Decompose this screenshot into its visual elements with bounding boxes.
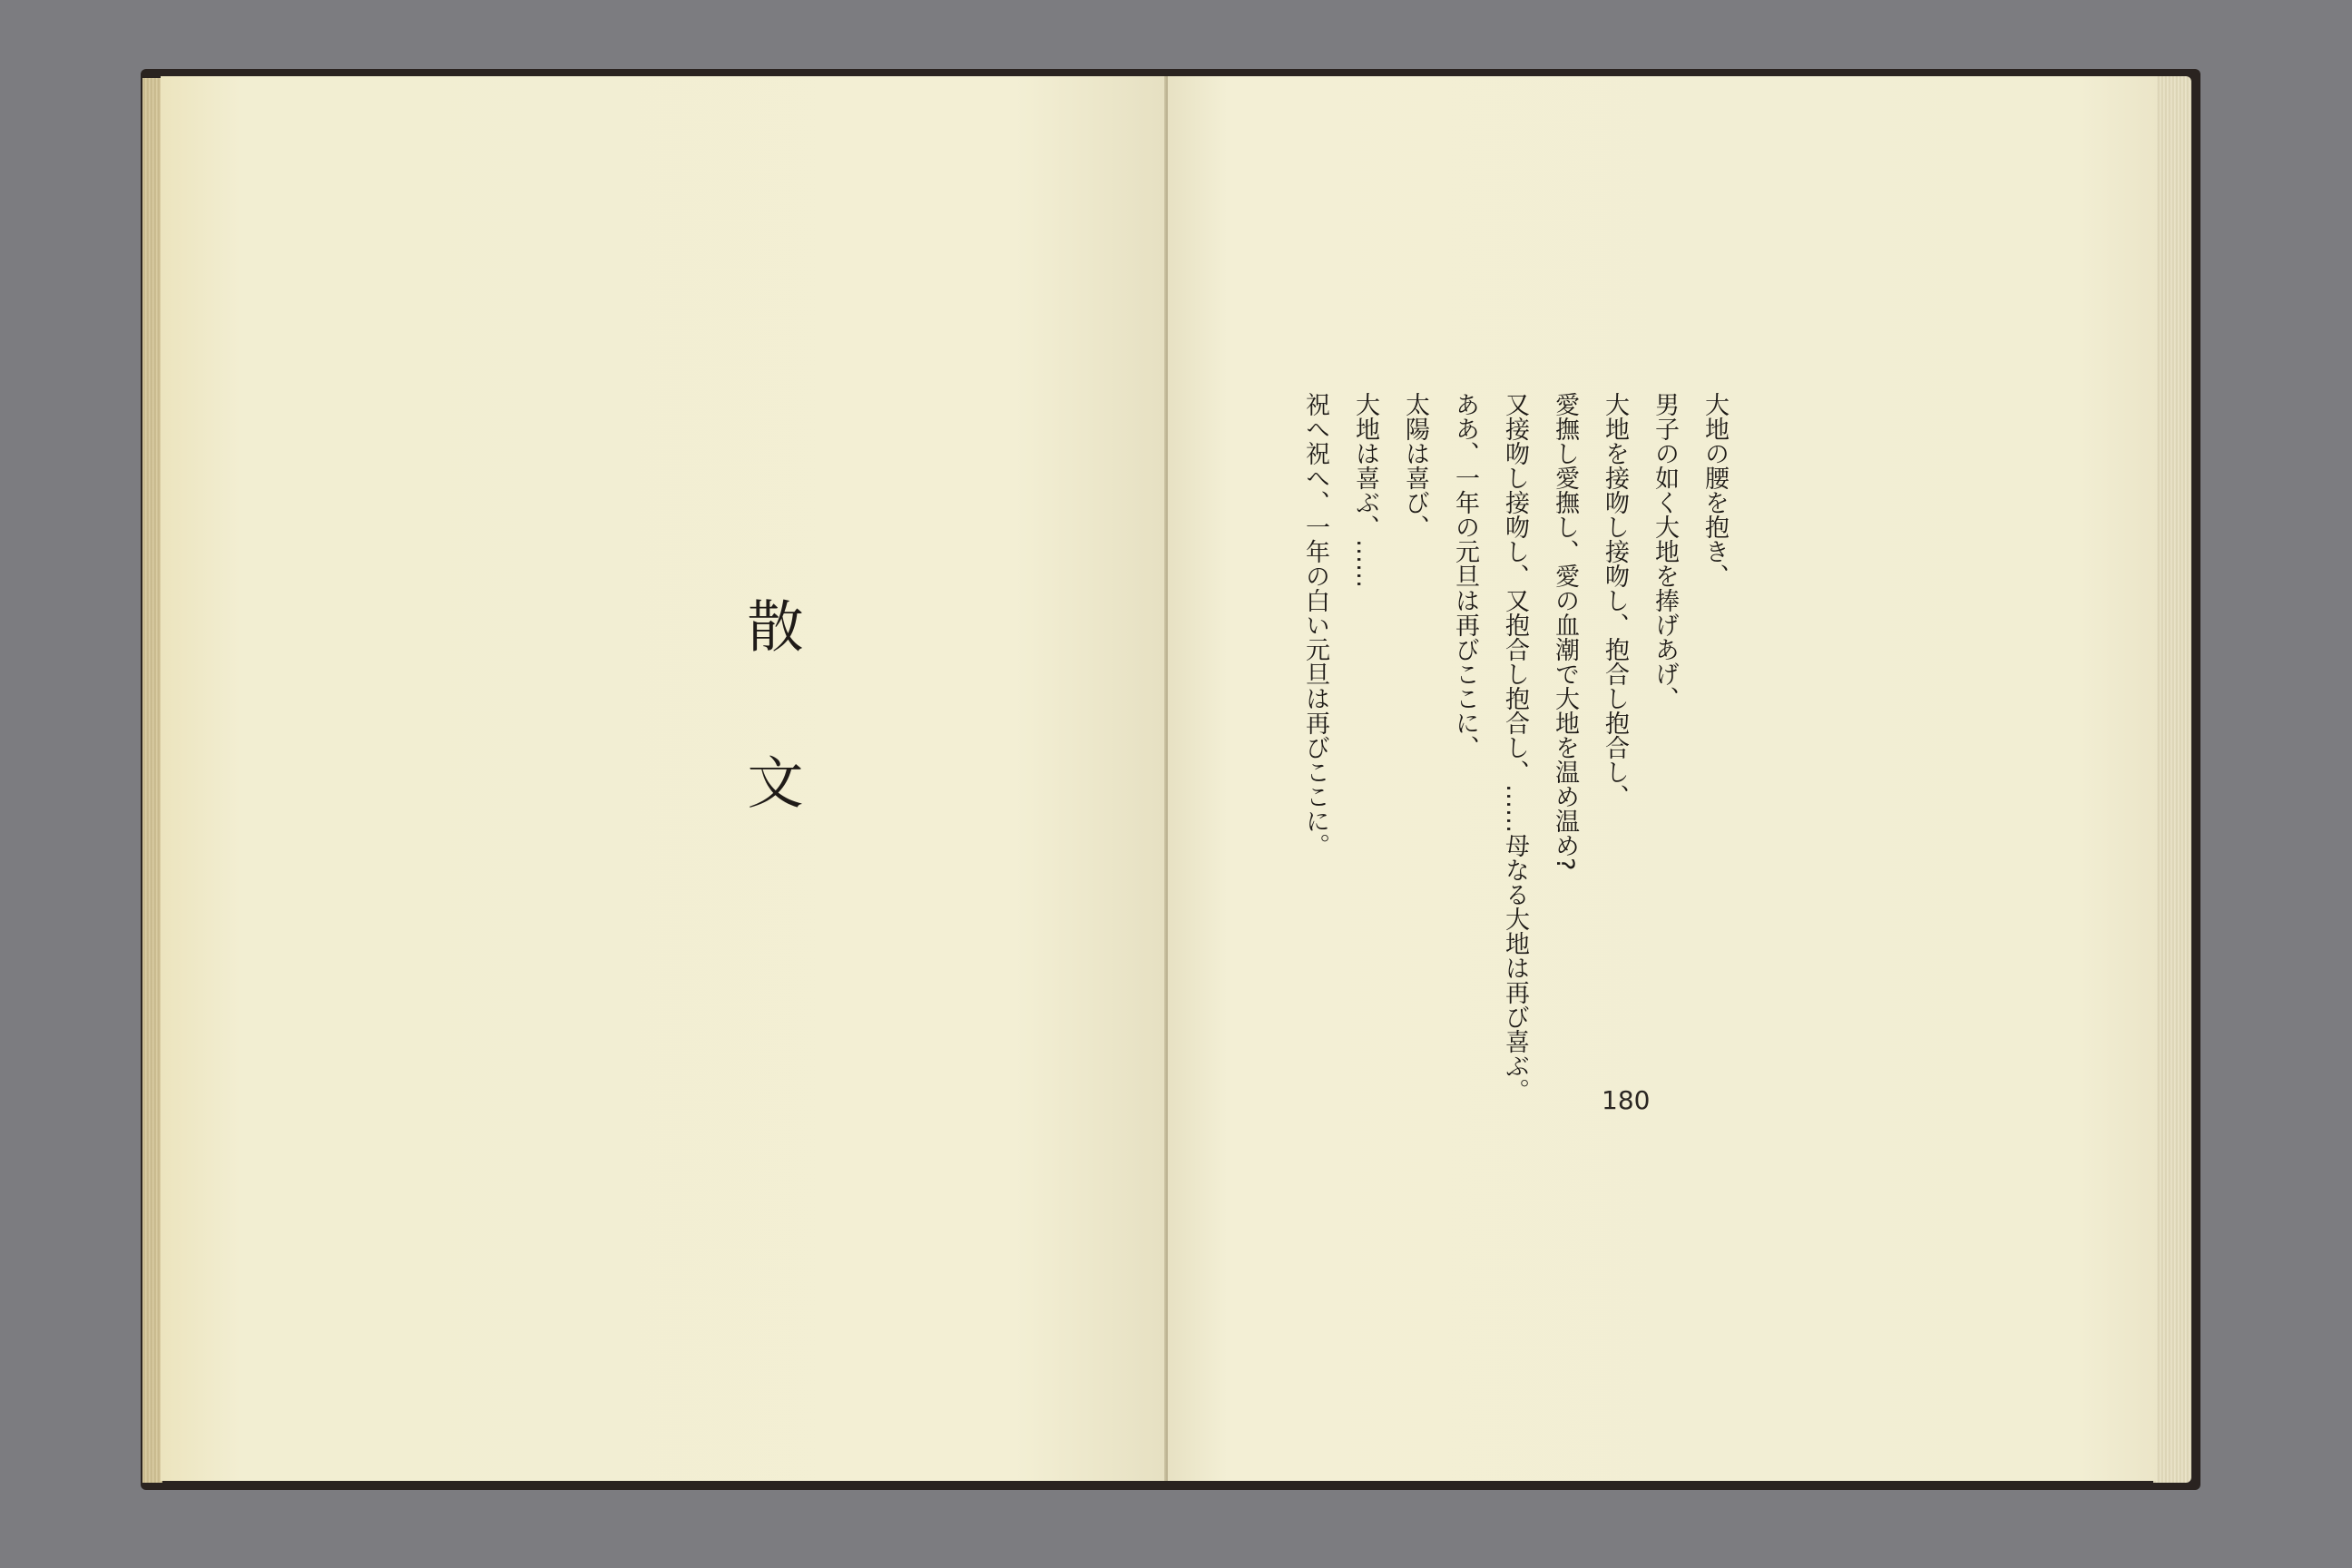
poem-line: 又接吻し接吻し、又抱合し抱合し、……母なる大地は再び喜ぶ。 <box>1501 392 1529 1102</box>
poem-line: 愛撫し愛撫し、愛の血潮で大地を温め温め? <box>1551 392 1579 871</box>
poem-line: 男子の如く大地を捧げあげ、 <box>1651 392 1679 710</box>
poem-text <box>1290 392 1740 1136</box>
poem-line: ああ、一年の元旦は再びここに、 <box>1451 392 1479 760</box>
poem-line: 太陽は喜び、 <box>1401 392 1429 539</box>
right-page <box>1168 76 2157 1481</box>
section-title: 散文 <box>738 597 804 909</box>
poem-line: 大地の腰を抱き、 <box>1700 392 1729 588</box>
open-book <box>141 69 2200 1490</box>
poem-line: 祝へ祝へ、一年の白い元旦は再びここに。 <box>1301 392 1329 858</box>
page-edges-left <box>142 78 162 1483</box>
left-page <box>161 76 1166 1481</box>
page-number: 180 <box>1602 1085 1651 1115</box>
poem-line: 大地を接吻し接吻し、抱合し抱合し、 <box>1601 392 1629 808</box>
poem-line: 大地は喜ぶ、…… <box>1351 392 1379 588</box>
page-edges-right <box>2153 76 2191 1483</box>
